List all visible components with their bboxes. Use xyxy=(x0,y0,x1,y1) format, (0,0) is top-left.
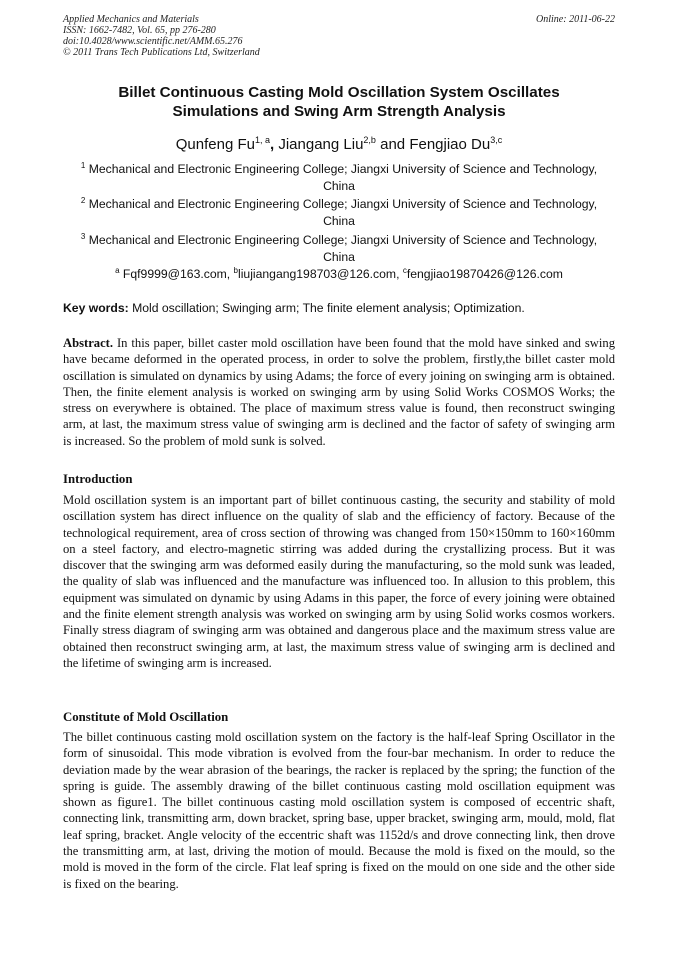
keywords xyxy=(63,300,615,316)
issn: ISSN: 1662-7482, Vol. 65, pp 276-280 xyxy=(63,25,216,36)
online-date: Online: 2011-06-22 xyxy=(536,14,615,25)
section-heading-constitute: Constitute of Mold Oscillation xyxy=(63,710,229,724)
author-3-sup: 3,c xyxy=(490,135,503,145)
author-1-sup: 1, a xyxy=(254,135,270,145)
author-2-sup: 2,b xyxy=(363,135,376,145)
affiliation-line-2: China xyxy=(323,179,355,194)
doi: doi:10.4028/www.scientific.net/AMM.65.276 xyxy=(63,36,243,47)
abstract-text: In this paper, billet caster mold oscillation have been found that the mold have sinked and swing have became deformed in the operated process, in order to solve the problem, firstly,the billet caster mold oscillation is simulated on dynamics by using Adams; the force of every joining on swinging arm is obtained. Then, the finite element analysis is worked on swinging arm by using Solid Works COSMOS Works; the stress on everywhere is obtained. The place of maximum stress value is found, then reconstruct swinging arm, at last, the maximum stress value of swinging arm is declined and the factor of safety of swinging arm is increased. So the problem of mold sunk is solved. xyxy=(63,336,615,448)
email-a: Fqf9999@163.com, xyxy=(119,267,234,282)
affiliation-line-2: China xyxy=(323,214,355,229)
affiliation-3 xyxy=(68,228,610,266)
affiliation-num: 2 xyxy=(80,196,86,205)
email-a-sup: a xyxy=(115,266,120,275)
constitute-text: The billet continuous casting mold oscillation system on the factory is the half-leaf Spring Oscillator in the form of sinusoidal. This mode vibration is evolved from the four-bar mechanism. In order to reduce the deviation made by the wear abrasion of the bearings, the racker is replaced by the spring; the function of the spring is guide. The assembly drawing of the billet continuous casting mold oscillation equipment was shown as figure1. The billet continuous casting mold oscillation system is composed of eccentric shaft, connecting link, transmitting arm, down bracket, spring base, upper bracket, swinging arm, mould, mold, flat leaf spring, bracket. Angle velocity of the eccentric shaft was 1152d/s and drove connecting link, then drove the transmitting arm, at last, driving the motion of mould. Because the mold is fixed on the mould, so the mold is moved in the form of the circle. Flat leaf spring is fixed on the mould on one side and the other side is fixed on the bearing. xyxy=(63,730,615,891)
page-header xyxy=(63,14,615,58)
author-separator: , xyxy=(270,136,275,153)
author-2: Jiangang Liu xyxy=(274,136,364,153)
introduction-text: Mold oscillation system is an important part of billet continuous casting, the security and stability of mold oscillation system has direct influence on the quality of slab and the efficiency of factory. Because of the technological requirement, area of cross section of throwing was changed from 150×150mm to 160×160mm on a steel factory, and electro-magnetic stirring was added during the crystallizing process. But it was discover that the swinging arm was deformed easily during the manufacturing, so the mold sunk was leaded, the quality of slab was influenced and the manufacture was influenced too. In allusion to this problem, this equipment was simulated on dynamic by using Adams in this paper, the force of every joining were obtained and the finite element strength analysis was worked on swinging arm by using Solid works cosmos workers. Finally stress diagram of swinging arm was obtained and dangerous place and the maximum stress value are obtained then reconstruct swinging arm, at last, the maximum stress value of swinging arm is declined and the lifetime of swinging arm is increased. xyxy=(63,493,615,670)
email-c: fengjiao19870426@126.com xyxy=(406,267,563,282)
copyright: © 2011 Trans Tech Publications Ltd, Switzerland xyxy=(63,47,260,58)
title-line-2: Simulations and Swing Arm Strength Analysis xyxy=(172,103,506,120)
keywords-text: Mold oscillation; Swinging arm; The finite element analysis; Optimization. xyxy=(128,301,525,315)
affiliation-2 xyxy=(68,192,610,230)
abstract xyxy=(63,335,615,449)
author-list xyxy=(63,131,615,154)
affiliation-1 xyxy=(68,157,610,195)
journal-name: Applied Mechanics and Materials xyxy=(63,14,199,25)
affiliation-line-1: Mechanical and Electronic Engineering College; Jiangxi University of Science and Technology, xyxy=(88,233,598,248)
author-1: Qunfeng Fu xyxy=(175,136,255,153)
email-b: liujiangang198703@126.com, xyxy=(238,267,403,282)
author-emails xyxy=(63,263,615,282)
title-line-1: Billet Continuous Casting Mold Oscillation System Oscillates xyxy=(118,84,560,101)
affiliation-num: 3 xyxy=(80,232,86,241)
affiliation-num: 1 xyxy=(80,161,86,170)
affiliation-line-1: Mechanical and Electronic Engineering College; Jiangxi University of Science and Technology, xyxy=(88,197,598,212)
abstract-label: Abstract. xyxy=(63,336,114,350)
email-c-sup: c xyxy=(402,266,407,275)
keywords-label: Key words: xyxy=(63,301,129,315)
affiliation-line-2: China xyxy=(323,250,355,265)
section-heading-introduction: Introduction xyxy=(63,472,133,486)
paper-title xyxy=(63,83,615,121)
author-3: Fengjiao Du xyxy=(409,136,491,153)
affiliation-line-1: Mechanical and Electronic Engineering College; Jiangxi University of Science and Technology, xyxy=(88,162,598,177)
author-and: and xyxy=(375,136,410,153)
email-b-sup: b xyxy=(233,266,238,275)
